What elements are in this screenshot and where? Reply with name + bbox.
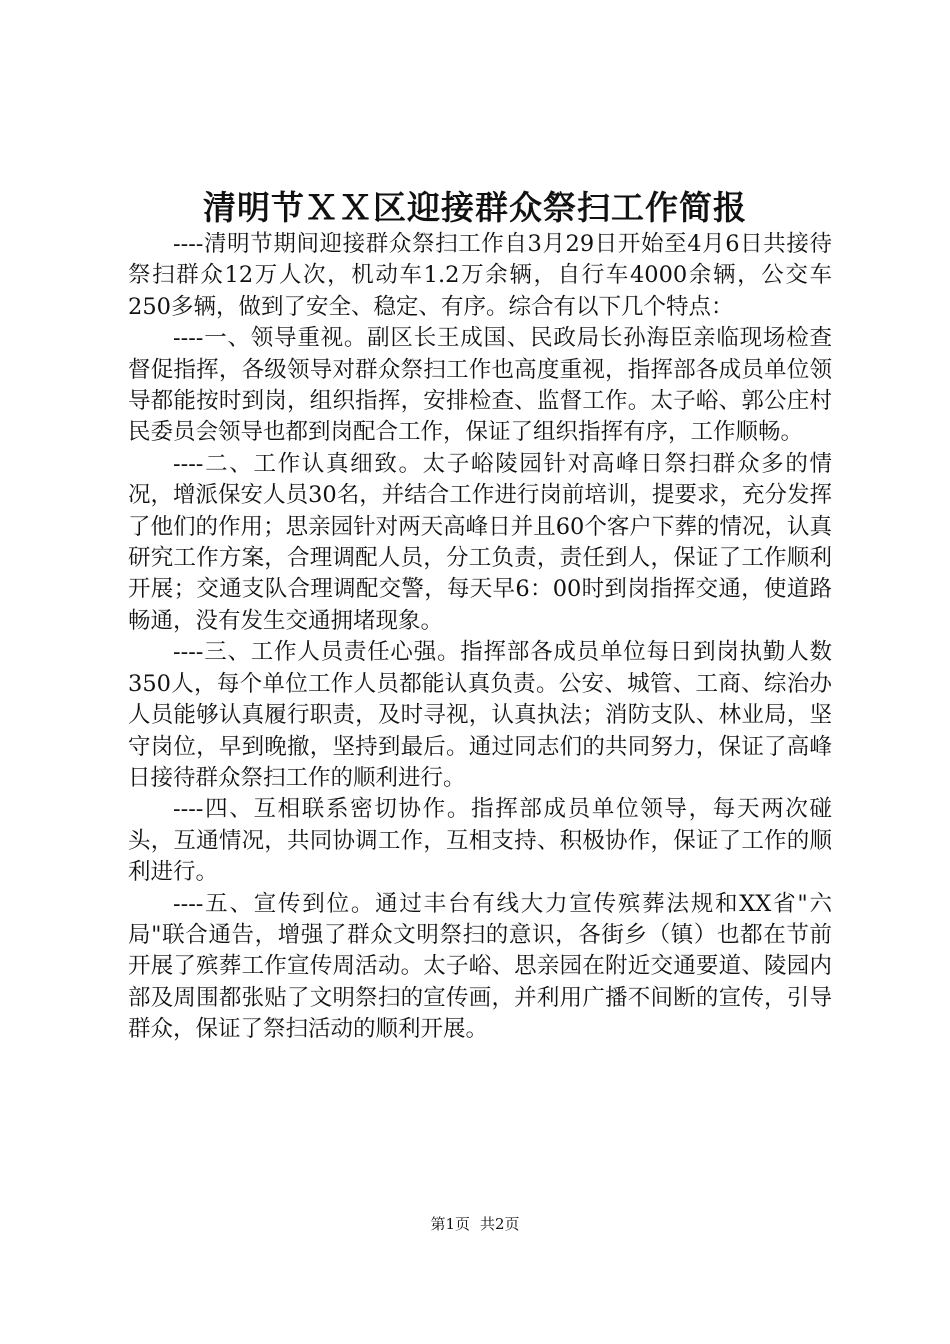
paragraph-responsibility: ----三、工作人员责任心强。指挥部各成员单位每日到岗执勤人数350人，每个单位工作人员都能认真负责。公安、城管、工商、综治办人员能够认真履行职责，及时寻视，认真执法；消防支队、林业局，坚守岗位，早到晚撤，坚持到最后。通过同志们的共同努力，保证了高峰日接待群众祭扫工作的顺利进行。 <box>128 639 832 791</box>
page-number: 第1页 <box>430 1215 470 1233</box>
paragraph-intro: ----清明节期间迎接群众祭扫工作自3月29日开始至4月6日共接待祭扫群众12万人次，机动车1.2万余辆，自行车4000余辆，公交车250多辆，做到了安全、稳定、有序。综合有以下几个特点： <box>128 231 832 320</box>
document-body <box>128 229 832 1046</box>
paragraph-careful-work: ----二、工作认真细致。太子峪陵园针对高峰日祭扫群众多的情况，增派保安人员30名，并结合工作进行岗前培训，提要求，充分发挥了他们的作用；思亲园针对两天高峰日并且60个客户下葬的情况，认真研究工作方案，合理调配人员，分工负责，责任到人，保证了工作顺利开展；交通支队合理调配交警，每天早6：00时到岗指挥交通，使道路畅通，没有发生交通拥堵现象。 <box>128 450 832 634</box>
paragraph-leadership: ----一、领导重视。副区长王成国、民政局长孙海臣亲临现场检查督促指挥，各级领导对群众祭扫工作也高度重视，指挥部各成员单位领导都能按时到岗，组织指挥，安排检查、监督工作。太子峪、郭公庄村民委员会领导也都到岗配合工作，保证了组织指挥有序，工作顺畅。 <box>128 325 832 446</box>
paragraph-publicity: ----五、宣传到位。通过丰台有线大力宣传殡葬法规和XX省"六局"联合通告，增强了群众文明祭扫的意识，各街乡（镇）也都在节前开展了殡葬工作宣传周活动。太子峪、思亲园在附近交通要道、陵园内部及周围都张贴了文明祭扫的宣传画，并利用广播不间断的宣传，引导群众，保证了祭扫活动的顺利开展。 <box>128 890 832 1043</box>
page-footer <box>0 1213 950 1235</box>
document-title: 清明节ＸＸ区迎接群众祭扫工作简报 <box>203 188 747 227</box>
paragraph-cooperation: ----四、互相联系密切协作。指挥部成员单位领导，每天两次碰头，互通情况，共同协调工作，互相支持、积极协作，保证了工作的顺利进行。 <box>128 796 832 886</box>
page-total: 共2页 <box>480 1215 520 1233</box>
